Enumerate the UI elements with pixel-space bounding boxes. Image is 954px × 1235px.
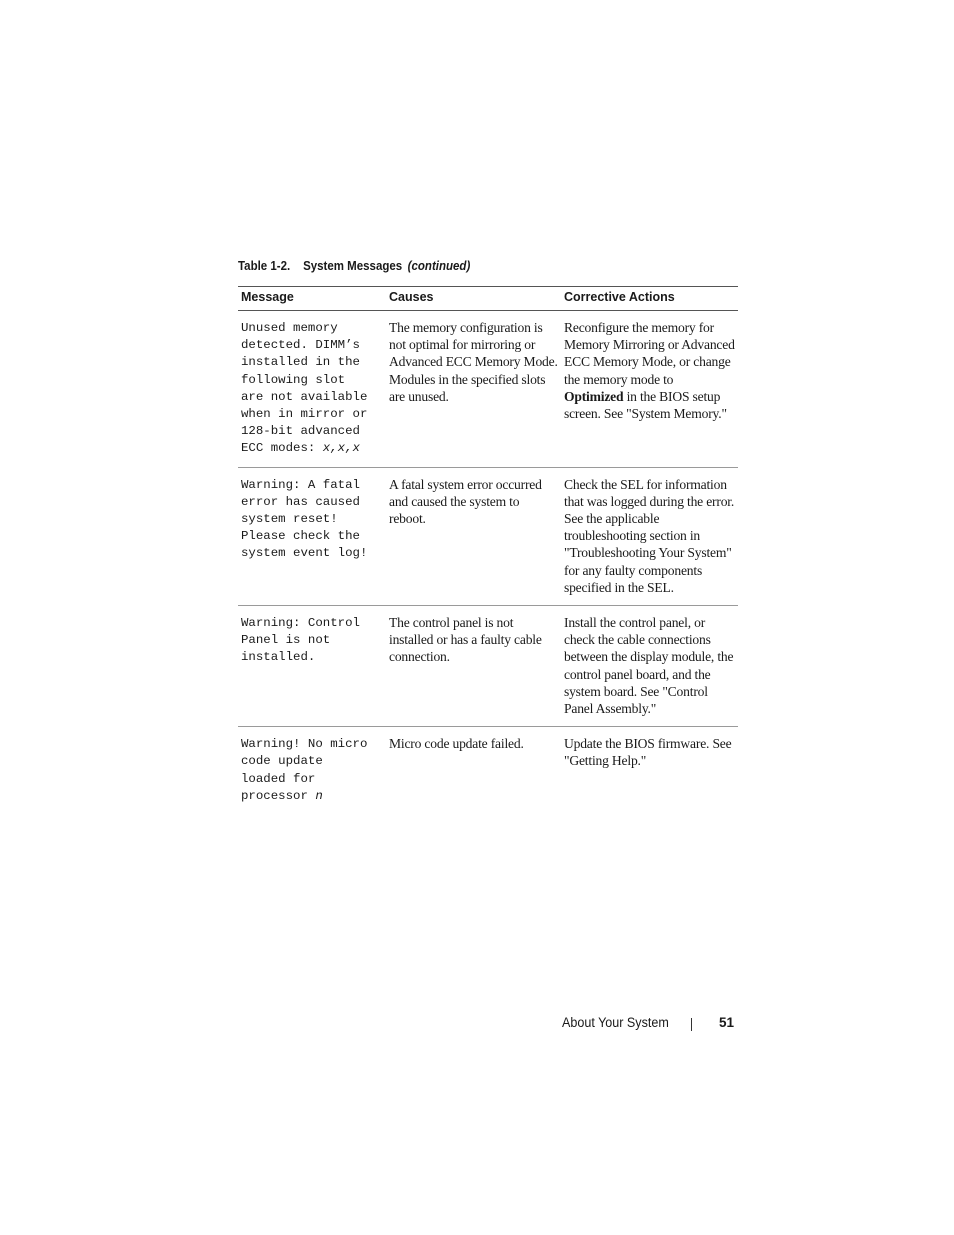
action-text: in the BIOS setup screen. See "System Memory." [564,388,727,422]
page-number: 51 [719,1015,735,1030]
header-corrective-actions: Corrective Actions [561,287,738,311]
message-line: code update [241,754,323,769]
message-line: installed in the [241,355,360,370]
table-row [238,727,738,814]
message-cell [238,311,386,468]
cause-cell: A fatal system error occurred and caused the system to reboot. [386,467,561,605]
message-line: 128-bit advanced [241,424,360,439]
message-line: processor [241,788,316,803]
page-footer [562,1015,735,1030]
table-header-row [238,287,738,311]
header-causes: Causes [386,287,561,311]
table-title: System Messages [303,259,403,273]
message-line: Panel is not [241,633,331,648]
action-cell [561,311,738,468]
message-line: system event log! [241,546,368,561]
table-continued-label: (continued) [407,259,471,273]
message-line: loaded for [241,771,316,786]
message-line: system reset! [241,512,338,527]
message-variable: x,x,x [322,441,360,456]
system-messages-table [238,286,738,814]
message-line: following slot [241,372,346,387]
message-line: Please check the [241,529,360,544]
action-text: Reconfigure the memory for Memory Mirroring or Advanced ECC Memory Mode, or change the memory mode to [564,320,735,387]
message-line: detected. DIMM’s [241,338,360,353]
table-caption [238,259,470,273]
message-cell [238,727,386,814]
message-line: when in mirror or [241,407,368,422]
message-line: ECC modes: [241,441,323,456]
cause-cell: The memory configuration is not optimal for mirroring or Advanced ECC Memory Mode. Modules in the specified slots are unused. [386,311,561,468]
action-cell: Install the control panel, or check the cable connections between the display module, the control panel board, and the system board. See "Control Panel Assembly." [561,606,738,727]
message-line: error has caused [241,494,360,509]
action-cell: Update the BIOS firmware. See "Getting Help." [564,736,732,769]
message-cell [238,467,386,605]
message-line: are not available [241,389,368,404]
table-number: Table 1-2. [238,259,291,273]
message-cell [238,606,386,727]
footer-section-title: About Your System [562,1015,669,1030]
action-cell: Check the SEL for information that was logged during the error. See the applicable troubleshooting section in "Troubleshooting Your System" for any faulty components specified in the SEL. [561,467,738,605]
message-line: Unused memory [241,321,338,335]
cause-cell: The control panel is not installed or has a faulty cable connection. [386,606,561,727]
table-row [238,606,738,727]
message-line: Warning: A fatal [241,477,360,492]
cause-cell: Micro code update failed. [389,736,524,752]
message-variable: n [315,788,323,803]
message-line: installed. [241,650,316,665]
table-row [238,467,738,605]
action-bold-text: Optimized [564,388,624,404]
header-message: Message [238,287,386,311]
table-row [238,311,738,468]
message-line: Warning: Control [241,616,360,631]
footer-separator [691,1018,692,1031]
message-line: Warning! No micro [241,737,368,752]
